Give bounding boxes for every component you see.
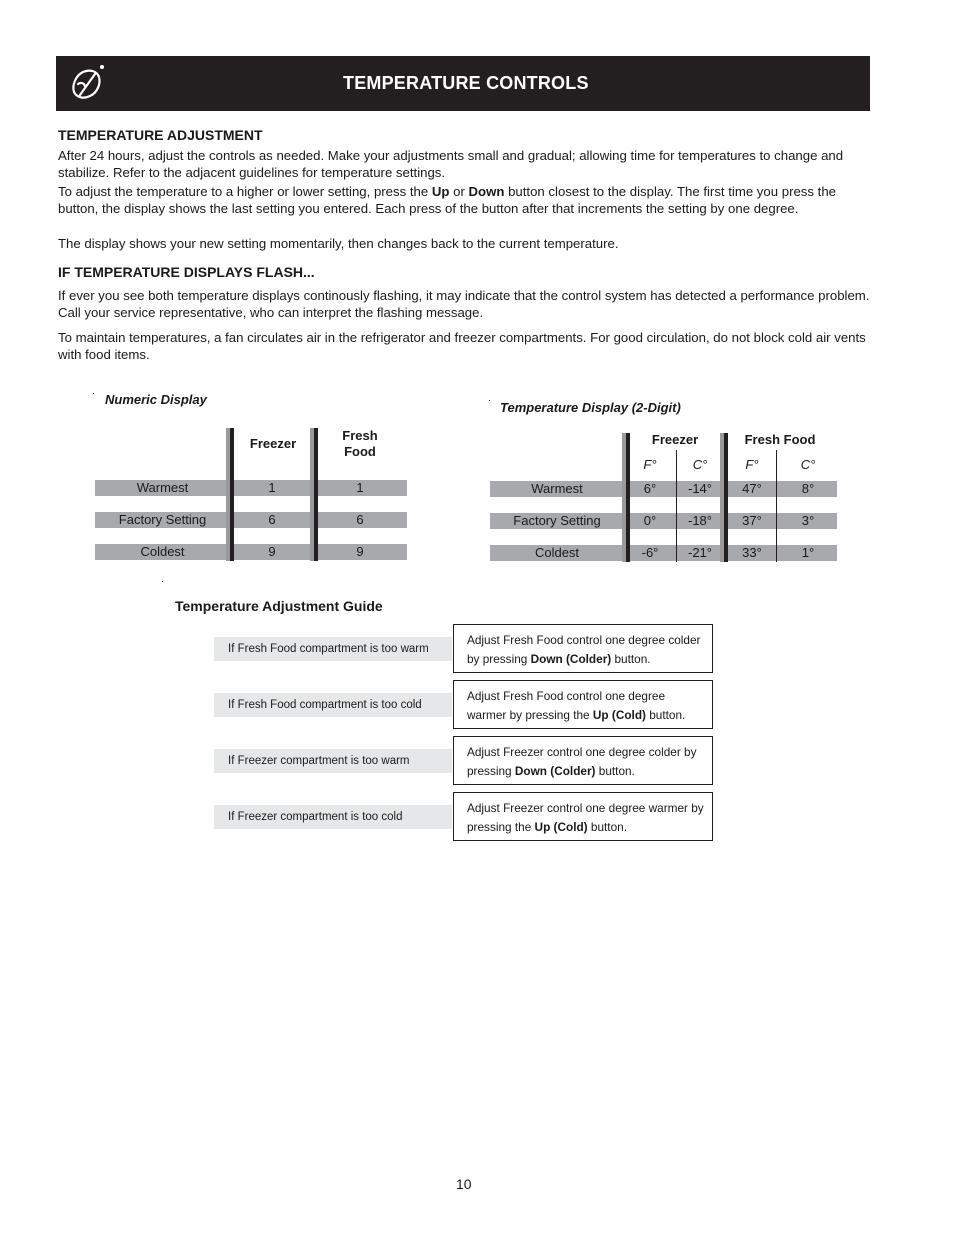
- cell-value: 3°: [801, 513, 815, 528]
- cell-value: 6: [356, 512, 364, 527]
- guide-condition: If Fresh Food compartment is too cold: [214, 693, 452, 717]
- paragraph: To adjust the temperature to a higher or lower setting, press the Up or Down button closest to the display. The first time you press the button, the display shows the last setting you entered. Each press of the button after that increments the setting by one degree.: [58, 184, 836, 216]
- cell-value: 6: [268, 512, 276, 527]
- page-number: 10: [456, 1176, 472, 1192]
- paragraph: The display shows your new setting momentarily, then changes back to the current temperature.: [58, 236, 619, 251]
- page-title: TEMPERATURE CONTROLS: [343, 73, 589, 93]
- cell-value: 1: [268, 480, 276, 495]
- cell-value: 1: [356, 480, 364, 495]
- section-banner: [56, 56, 870, 111]
- row-label: Factory Setting: [513, 513, 601, 528]
- guide-action: Adjust Freezer control one degree warmer by pressing the Up (Cold) button.: [453, 792, 713, 841]
- cell-value: 1°: [801, 545, 815, 560]
- cell-value: -21°: [688, 545, 712, 560]
- thermostat-icon: [66, 62, 108, 104]
- guide-action: Adjust Fresh Food control one degree colder by pressing Down (Colder) button.: [453, 624, 713, 673]
- guide-condition: If Fresh Food compartment is too warm: [214, 637, 452, 661]
- unit-celsius: C°: [692, 457, 708, 472]
- cell-value: 37°: [742, 513, 762, 528]
- two-digit-display-caption: Temperature Display (2-Digit): [500, 400, 681, 415]
- guide-action: Adjust Freezer control one degree colder by pressing Down (Colder) button.: [453, 736, 713, 785]
- row-label: Warmest: [136, 480, 189, 495]
- row-label: Factory Setting: [118, 512, 207, 527]
- paragraph: If ever you see both temperature displays continously flashing, it may indicate that the control system has detected a performance problem. Call your service representative, who can interpret the flashing message.: [58, 288, 870, 320]
- guide-condition: If Freezer compartment is too cold: [214, 805, 452, 829]
- cell-value: 9: [356, 544, 364, 559]
- cell-value: 9: [268, 544, 276, 559]
- paragraph: After 24 hours, adjust the controls as needed. Make your adjustments small and gradual; allowing time for temperatures to change and stabilize. Refer to the adjacent guidelines for temperature settings.: [58, 148, 844, 180]
- row-label: Coldest: [140, 544, 185, 559]
- row-label: Warmest: [531, 481, 583, 496]
- section-heading-adjustment: TEMPERATURE ADJUSTMENT: [58, 127, 263, 143]
- cell-value: 33°: [742, 545, 762, 560]
- cell-value: -6°: [641, 545, 659, 560]
- cell-value: -14°: [688, 481, 712, 496]
- guide-title: Temperature Adjustment Guide: [175, 598, 383, 614]
- cell-value: 8°: [801, 481, 815, 496]
- column-header-fresh-food: Fresh Food: [342, 428, 378, 459]
- guide-condition: If Freezer compartment is too warm: [214, 749, 452, 773]
- unit-fahrenheit: F°: [745, 457, 759, 472]
- guide-action: Adjust Fresh Food control one degree warmer by pressing the Up (Cold) button.: [453, 680, 713, 729]
- numeric-display-caption: Numeric Display: [105, 392, 207, 407]
- section-heading-flash: IF TEMPERATURE DISPLAYS FLASH...: [58, 264, 315, 280]
- column-header-freezer: Freezer: [249, 436, 297, 451]
- column-header-freezer: Freezer: [651, 432, 699, 447]
- cell-value: 6°: [643, 481, 657, 496]
- paragraph: To maintain temperatures, a fan circulates air in the refrigerator and freezer compartments. For good circulation, do not block cold air vents with food items.: [58, 330, 866, 362]
- row-label: Coldest: [534, 545, 580, 560]
- cell-value: 0°: [643, 513, 657, 528]
- cell-value: 47°: [742, 481, 762, 496]
- unit-celsius: C°: [800, 457, 816, 472]
- column-header-fresh-food: Fresh Food: [744, 432, 816, 447]
- cell-value: -18°: [688, 513, 712, 528]
- unit-fahrenheit: F°: [643, 457, 657, 472]
